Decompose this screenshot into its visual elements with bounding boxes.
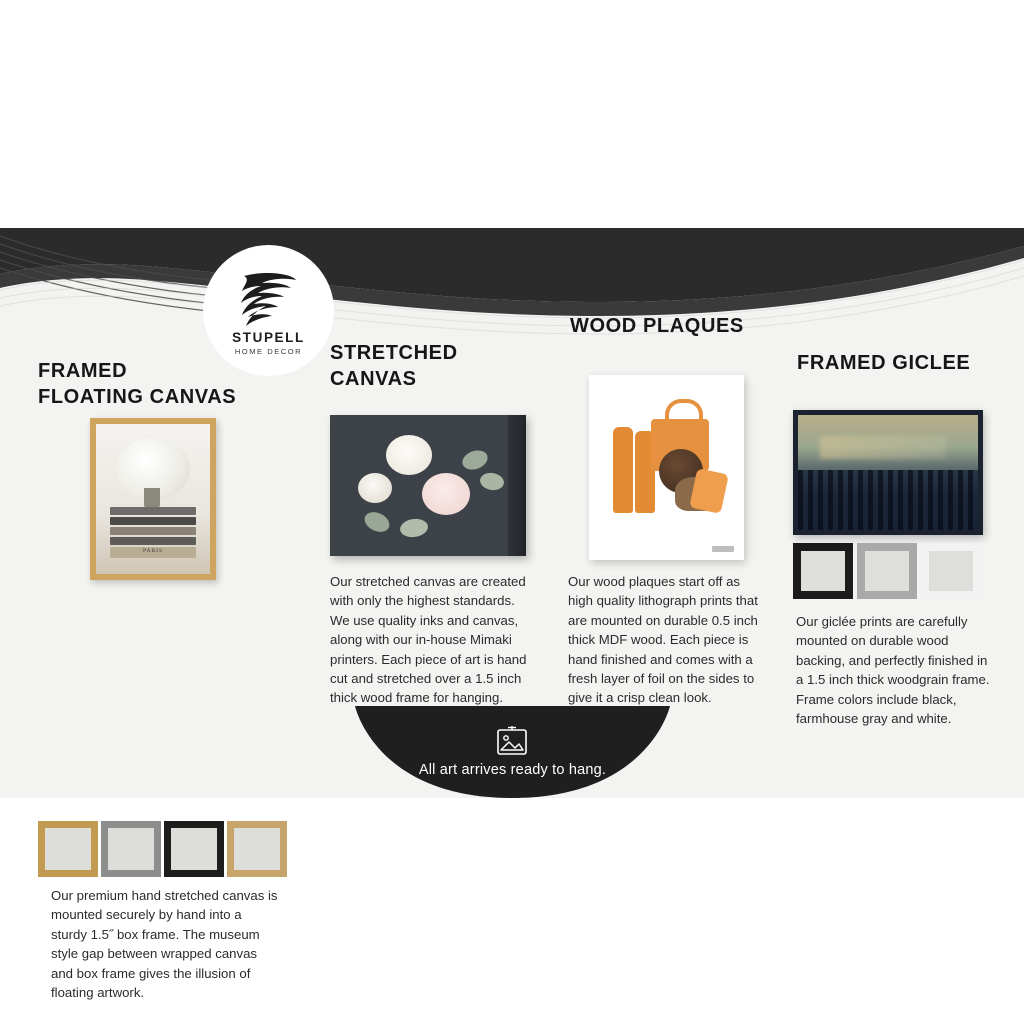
column-body-framed-giclee: Our giclée prints are carefully mounted on durable wood backing, and perfectly finished in a 1.5 inch thick woodgrain frame. Frame colors include black, farmhouse gray and white. <box>796 614 990 727</box>
column-title-stretched-canvas <box>330 340 535 393</box>
column-title-framed-giclee <box>797 350 1007 376</box>
book-stack-illustration <box>110 507 196 560</box>
white-rose-illustration <box>386 435 432 475</box>
gold-frame-swatch <box>38 821 98 877</box>
black-frame-swatch <box>164 821 224 877</box>
framed-giclee-artwork <box>793 410 983 535</box>
blush-rose-illustration <box>422 473 470 515</box>
abstract-drip-texture <box>798 470 978 530</box>
column-title-line2: CANVAS <box>330 368 417 391</box>
footer-tagline: All art arrives ready to hang. <box>418 762 607 778</box>
stretched-canvas-artwork <box>330 415 526 556</box>
artwork-label-paris: PARIS <box>142 548 164 554</box>
top-wave-band <box>0 228 1024 348</box>
brand-tagline: HOME DECOR <box>234 346 303 356</box>
artist-signature <box>712 546 734 552</box>
giclee-frame-color-samples <box>793 543 981 599</box>
eucalyptus-leaf-illustration <box>361 508 392 535</box>
canvas-side-edge <box>508 415 526 556</box>
stupell-swoosh-logo-icon <box>236 266 302 328</box>
brand-logo-badge <box>203 245 334 376</box>
gray-frame-swatch <box>101 821 161 877</box>
column-title-line2: FLOATING CANVAS <box>38 386 237 409</box>
column-body-framed-floating-canvas: Our premium hand stretched canvas is mounted securely by hand into a sturdy 1.5˝ box frame. The museum style gap between wrapped canvas and box frame gives the illusion of floating artwork. <box>51 888 278 1001</box>
infographic-panel <box>0 228 1024 1001</box>
light-gold-frame-swatch <box>227 821 287 877</box>
small-white-bloom-illustration <box>358 473 392 503</box>
hydrangea-bouquet-illustration <box>116 438 190 500</box>
column-title-line1: FRAMED GICLEE <box>797 352 971 374</box>
gold-highlight <box>820 436 946 459</box>
farmhouse-gray-frame-sample <box>857 543 917 599</box>
orange-scarf-illustration <box>689 468 729 514</box>
column-body-wood-plaques: Our wood plaques start off as high quality lithograph prints that are mounted on durable 0.5 inch thick MDF wood. Each piece is hand finished and comes with a fresh layer of foil on the sides to give it a crisp clean look. <box>568 574 758 706</box>
wood-plaque-artwork <box>589 375 744 560</box>
handbag-handle-illustration <box>665 399 703 429</box>
framed-floating-canvas-artwork <box>90 418 216 580</box>
eucalyptus-leaf-illustration <box>399 517 429 539</box>
column-title-wood-plaques <box>570 313 780 339</box>
eucalyptus-leaf-illustration <box>460 447 491 473</box>
white-frame-sample <box>921 543 981 599</box>
framed-picture-icon <box>489 726 535 760</box>
column-title-framed-floating-canvas <box>38 358 288 411</box>
brand-name: STUPELL <box>232 329 305 345</box>
column-title-line1: FRAMED <box>38 360 128 382</box>
black-frame-sample <box>793 543 853 599</box>
riding-boot-illustration <box>613 427 633 513</box>
column-body-stretched-canvas: Our stretched canvas are created with only the highest standards. We use quality inks and canvas, along with our in-house Mimaki printers. Each piece of art is hand cut and stretched over a 1.5 inch thick wood frame for hanging. <box>330 574 527 706</box>
frame-color-swatches <box>38 821 296 877</box>
column-title-line1: STRETCHED <box>330 342 458 364</box>
eucalyptus-leaf-illustration <box>479 471 506 492</box>
column-title-line1: WOOD PLAQUES <box>570 315 744 337</box>
